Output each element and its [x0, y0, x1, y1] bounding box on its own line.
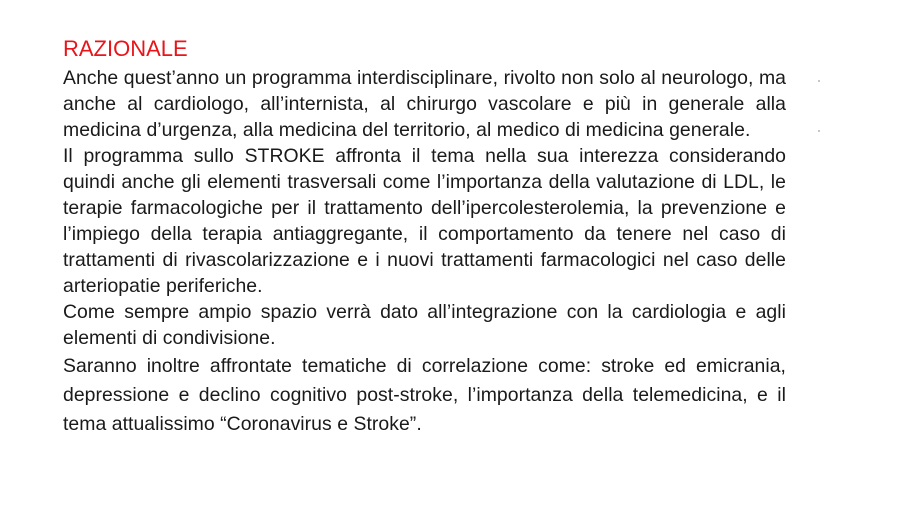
paragraph-topics: Saranno inoltre affrontate tematiche di correlazione come: stroke ed emicrania, depressione e declino cognitivo post-stroke, l’importanza della telemedicina, e il tema attualissimo “Coronavirus e Stroke”. [63, 355, 786, 435]
decorative-speck [818, 80, 820, 82]
decorative-speck [818, 130, 820, 132]
rationale-section [63, 35, 786, 439]
paragraph-intro: Anche quest’anno un programma interdisciplinare, rivolto non solo al neurologo, ma anche al cardiologo, all’internista, al chirurgo vascolare e più in generale alla medicina d’urgenza, alla medicina del territorio, al medico di medicina generale. [63, 67, 786, 141]
paragraph-stroke-program: Il programma sullo STROKE affronta il tema nella sua interezza considerando quindi anche gli elementi trasversali come l’importanza della valutazione di LDL, le terapie farmacologiche per il trattamento dell’ipercolesterolemia, la prevenzione e l’impiego della terapia antiaggregante, il comportamento da tenere nel caso di trattamenti di rivascolarizzazione e i nuovi trattamenti farmacologici nel caso delle arteriopatie periferiche. [63, 145, 786, 297]
section-title: RAZIONALE [63, 36, 188, 61]
paragraph-cardiology: Come sempre ampio spazio verrà dato all’integrazione con la cardiologia e agli elementi di condivisione. [63, 301, 786, 349]
